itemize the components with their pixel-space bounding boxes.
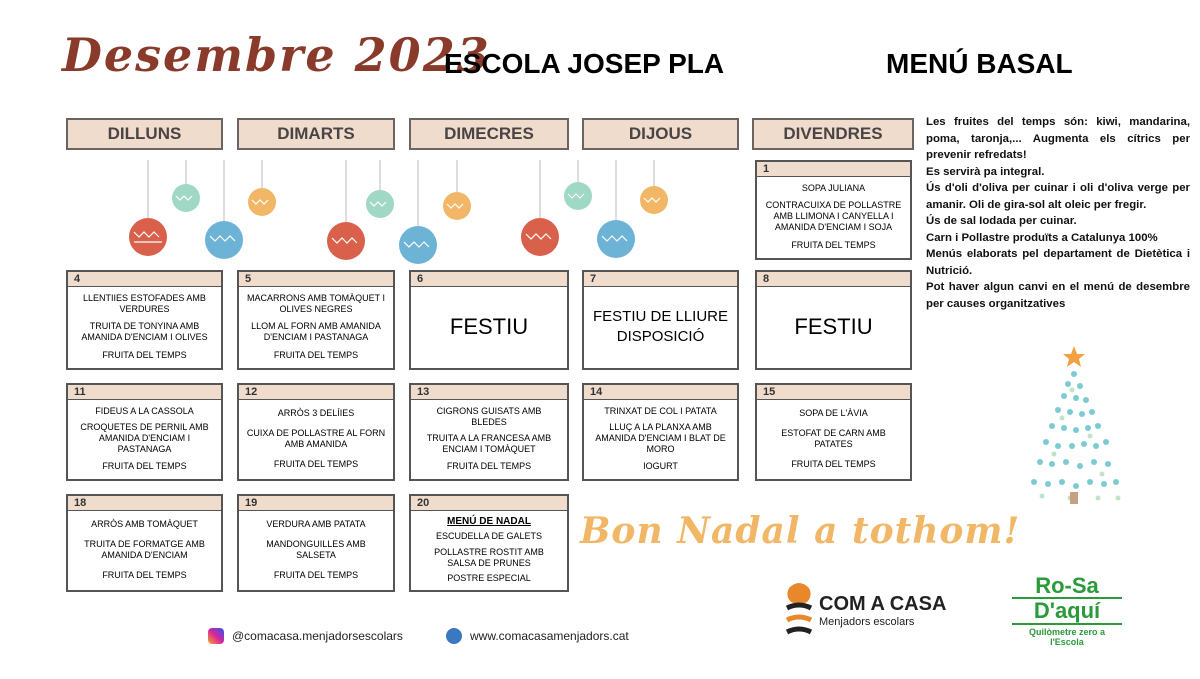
apple-stack-icon	[783, 578, 813, 642]
note-bread: Es servirà pa integral.	[926, 165, 1045, 178]
comacasa-name: COM A CASA	[819, 592, 947, 615]
school-name: ESCOLA JOSEP PLA	[444, 48, 725, 79]
day-header-tuesday: DIMARTS	[237, 118, 395, 150]
menu-cell-15	[755, 383, 912, 481]
note-changes: Pot haver algun canvi en el menú de desembre per causes organitzatives	[926, 281, 1190, 310]
christmas-ornaments	[100, 160, 740, 270]
menu-cell-12	[237, 383, 395, 481]
rosadaqui-subtitle: Quilòmetre zero a l'Escola	[1028, 627, 1106, 647]
dish-second: TRUITA DE TONYINA AMB AMANIDA D'ENCIAM I OLIVES	[81, 321, 208, 343]
website-url: www.comacasamenjadors.cat	[470, 629, 629, 643]
instagram-link[interactable]	[208, 628, 403, 644]
holiday-label: FESTIU	[449, 314, 529, 339]
dish-first: ARRÒS 3 DELÍIES	[277, 407, 355, 418]
menu-cell-20	[409, 494, 569, 592]
day-number: 20	[411, 496, 567, 511]
note-department: Menús elaborats pel departament de Dietètica i Nutrició.	[926, 248, 1190, 277]
menu-cell-18	[66, 494, 223, 592]
day-number: 15	[757, 385, 910, 400]
dish-dessert: FRUITA DEL TEMPS	[273, 349, 359, 360]
dish-first: FIDEUS A LA CASSOLA	[95, 405, 194, 416]
menu-cell-5	[237, 270, 395, 370]
day-number: 12	[239, 385, 393, 400]
dish-first: LLENTIIES ESTOFADES AMB VERDURES	[83, 293, 206, 315]
comacasa-logo	[783, 578, 946, 642]
dish-second: POLLASTRE ROSTIT AMB SALSA DE PRUNES	[434, 546, 544, 568]
day-number: 8	[757, 272, 910, 287]
menu-cell-11	[66, 383, 223, 481]
dish-dessert: FRUITA DEL TEMPS	[102, 349, 187, 360]
globe-icon	[446, 628, 462, 644]
comacasa-subtitle: Menjadors escolars	[819, 615, 915, 628]
dish-first: VERDURA AMB PATATA	[266, 518, 366, 529]
menu-cell-19	[237, 494, 395, 592]
dish-dessert: FRUITA DEL TEMPS	[102, 570, 187, 581]
rosadaqui-name-1: Ro-Sa	[1012, 575, 1122, 599]
dish-dessert: FRUITA DEL TEMPS	[446, 461, 532, 472]
menu-cell-13	[409, 383, 569, 481]
dish-dessert: POSTRE ESPECIAL	[447, 572, 531, 583]
day-number: 11	[68, 385, 221, 400]
dish-second: CROQUETES DE PERNIL AMB AMANIDA D'ENCIAM I PASTANAGA	[80, 422, 209, 455]
note-fruits: Les fruites del temps són: kiwi, mandarina, poma, taronja,... Augmenta els cítrics per prevenir refredats!	[926, 116, 1190, 161]
menu-notes	[926, 114, 1190, 312]
menu-cell-6	[409, 270, 569, 370]
menu-cell-1	[755, 160, 912, 260]
day-number: 18	[68, 496, 221, 511]
day-header-wednesday: DIMECRES	[409, 118, 569, 150]
dish-second: TRUITA DE FORMATGE AMB AMANIDA D'ENCIAM	[84, 538, 205, 560]
instagram-icon	[208, 628, 224, 644]
dish-second: CONTRACUIXA DE POLLASTRE AMB LLIMONA I CANYELLA I AMANIDA D'ENCIAM I SOJA	[765, 200, 902, 233]
menu-type: MENÚ BASAL	[886, 48, 1073, 79]
dish-first: MACARRONS AMB TOMÀQUET I OLIVES NEGRES	[246, 293, 386, 315]
dish-first: ESCUDELLA DE GALETS	[435, 531, 543, 542]
month-title: Desembre 2023	[62, 28, 491, 82]
note-salt: Ús de sal Iodada per cuinar.	[926, 215, 1077, 227]
dish-first: SOPA DE L'ÀVIA	[799, 407, 868, 418]
menu-cell-14	[582, 383, 739, 481]
dish-second: CUIXA DE POLLASTRE AL FORN AMB AMANIDA	[246, 427, 386, 449]
day-number: 1	[757, 162, 910, 177]
dish-first: TRINXAT DE COL I PATATA	[604, 405, 717, 416]
day-number: 5	[239, 272, 393, 287]
website-link[interactable]	[446, 628, 629, 644]
christmas-greeting: Bon Nadal a tothom!	[580, 510, 1021, 552]
holiday-label: FESTIU DE LLIURE DISPOSICIÓ	[592, 308, 729, 345]
day-number: 14	[584, 385, 737, 400]
rosadaqui-name-2: D'aquí	[1012, 599, 1122, 625]
day-number: 7	[584, 272, 737, 287]
dish-second: TRUITA A LA FRANCESA AMB ENCIAM I TOMÀQUET	[426, 433, 552, 455]
day-number: 13	[411, 385, 567, 400]
dish-dessert: FRUITA DEL TEMPS	[273, 570, 359, 581]
dish-dessert: FRUITA DEL TEMPS	[791, 459, 876, 470]
day-header-thursday: DIJOUS	[582, 118, 739, 150]
christmas-menu-title: MENÚ DE NADAL	[447, 516, 531, 528]
day-number: 19	[239, 496, 393, 511]
dish-first: CIGRONS GUISATS AMB BLEDES	[436, 405, 542, 427]
note-oil: Ús d'oli d'oliva per cuinar i oli d'oliva verge per amanir. Oli de gira-sol alt oleic per fregir.	[926, 182, 1190, 211]
dish-dessert: IOGURT	[643, 461, 678, 472]
holiday-label: FESTIU	[794, 314, 873, 339]
menu-cell-4	[66, 270, 223, 370]
menu-cell-7	[582, 270, 739, 370]
dish-second: ESTOFAT DE CARN AMB PATATES	[781, 427, 886, 449]
christmas-tree-icon	[1018, 342, 1128, 510]
day-header-friday: DIVENDRES	[752, 118, 914, 150]
dish-second: MANDONGUILLES AMB SALSETA	[266, 538, 366, 560]
dish-dessert: FRUITA DEL TEMPS	[791, 239, 876, 250]
dish-first: ARRÒS AMB TOMÀQUET	[91, 518, 198, 529]
dish-second: LLOM AL FORN AMB AMANIDA D'ENCIAM I PASTANAGA	[251, 321, 381, 343]
note-meat: Carn i Pollastre produïts a Catalunya 100%	[926, 231, 1158, 244]
rosadaqui-logo	[1012, 575, 1122, 647]
menu-cell-8	[755, 270, 912, 370]
day-number: 4	[68, 272, 221, 287]
dish-dessert: FRUITA DEL TEMPS	[273, 459, 359, 470]
dish-second: LLUÇ A LA PLANXA AMB AMANIDA D'ENCIAM I BLAT DE MORO	[595, 422, 726, 455]
day-number: 6	[411, 272, 567, 287]
day-header-monday: DILLUNS	[66, 118, 223, 150]
dish-dessert: FRUITA DEL TEMPS	[102, 461, 187, 472]
instagram-handle: @comacasa.menjadorsescolars	[232, 629, 403, 643]
dish-first: SOPA JULIANA	[801, 183, 866, 194]
